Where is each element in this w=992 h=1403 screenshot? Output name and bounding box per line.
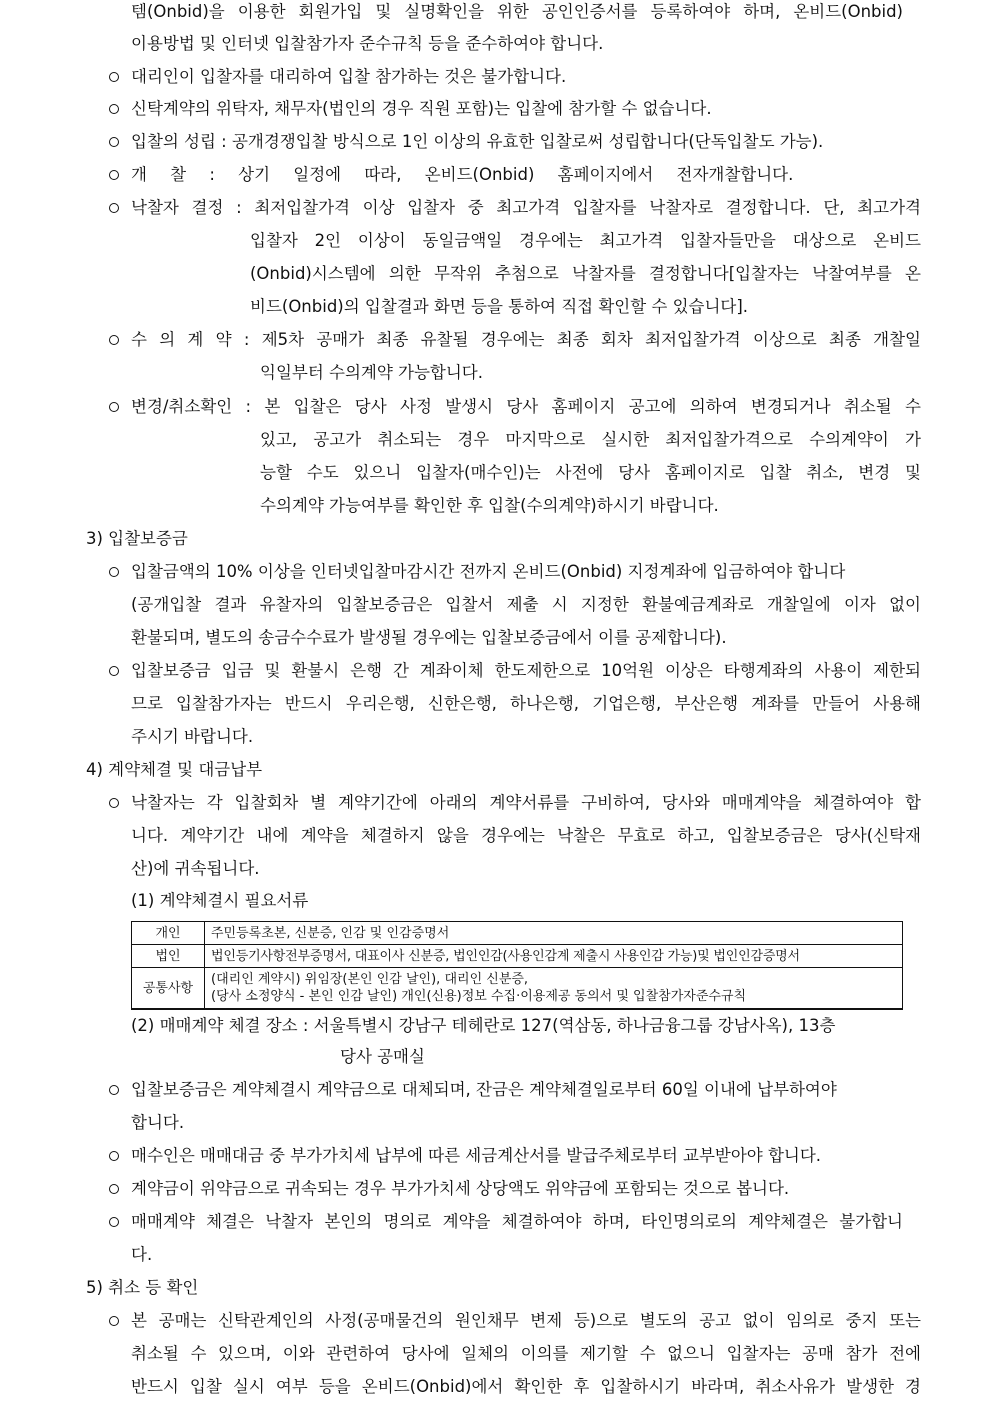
text-line: 익일부터 수의계약 가능합니다. [260,363,483,382]
bullet-icon [109,798,119,808]
bullet-icon [109,170,119,180]
row-label: 개인 [132,922,205,945]
row-label: 법인 [132,945,205,968]
text-line: 수의계약 가능여부를 확인한 후 입찰(수의계약)하시기 바랍니다. [260,496,719,515]
text-line: 입찰의 성립 : 공개경쟁입찰 방식으로 1인 이상의 유효한 입찰로써 성립합니다(단독입찰도 가능). [131,132,824,151]
bullet-icon [109,72,119,82]
text-line: 매수인은 매매대금 중 부가가치세 납부에 따른 세금계산서를 발급주체로부터 교부받아야 합니다. [131,1146,822,1165]
bullet-icon [109,402,119,412]
text-line: 비드(Onbid)의 입찰결과 화면 등을 통하여 직접 확인할 수 있습니다]. [250,297,749,316]
text-line: 산)에 귀속됩니다. [131,859,260,878]
table-row [132,922,903,945]
sub-heading: (1) 계약체결시 필요서류 [131,891,309,910]
text-line: 입찰금액의 10% 이상을 인터넷입찰마감시간 전까지 온비드(Onbid) 지정계좌에 입금하여야 합니다 [131,562,846,581]
row-text-cell [205,968,903,1009]
text-line: 신탁계약의 위탁자, 채무자(법인의 경우 직원 포함)는 입찰에 참가할 수 없습니다. [131,99,712,118]
text-line: 본 공매는 신탁관계인의 사정(공매물건의 원인채무 변제 등)으로 별도의 공고 없이 임의로 중지 또는 [131,1311,921,1330]
text-line: 계약금이 위약금으로 귀속되는 경우 부가가치세 상당액도 위약금에 포함되는 것으로 봅니다. [131,1179,790,1198]
text-line: 이용방법 및 인터넷 입찰참가자 준수규칙 등을 준수하여야 합니다. [131,34,604,53]
text-line: 있고, 공고가 취소되는 경우 마지막으로 실시한 최저입찰가격으로 수의계약이 가 [260,430,921,449]
text-line: 변경/취소확인 : 본 입찰은 당사 사정 발생시 당사 홈페이지 공고에 의하여 변경되거나 취소될 수 [131,397,921,416]
text-line: 템(Onbid)을 이용한 회원가입 및 실명확인을 위한 공인인증서를 등록하여야 하며, 온비드(Onbid) [131,2,903,21]
bullet-icon [109,567,119,577]
bullet-icon [109,1151,119,1161]
text-line: (공개입찰 결과 유찰자의 입찰보증금은 입찰서 제출 시 지정한 환불예금계좌로 개찰일에 이자 없이 [131,595,921,614]
text-line: 낙찰자는 각 입찰회차 별 계약기간에 아래의 계약서류를 구비하여, 당사와 매매계약을 체결하여야 합 [131,793,921,812]
text-line: 합니다. [131,1113,185,1132]
bullet-icon [109,1184,119,1194]
text-line: 다. [131,1245,153,1264]
text-line: (Onbid)시스템에 의한 무작위 추첨으로 낙찰자를 결정합니다[입찰자는 낙찰여부를 온 [250,264,921,283]
bullet-icon [109,1085,119,1095]
text-line: 므로 입찰참가자는 반드시 우리은행, 신한은행, 하나은행, 기업은행, 부산은행 계좌를 만들어 사용해 [131,694,921,713]
bullet-icon [109,1316,119,1326]
table-row [132,945,903,968]
text-line: 대리인이 입찰자를 대리하여 입찰 참가하는 것은 불가합니다. [131,67,567,86]
bullet-icon [109,1217,119,1227]
bullet-icon [109,104,119,114]
section-heading: 4) 계약체결 및 대금납부 [86,760,263,779]
section-heading: 3) 입찰보증금 [86,529,188,548]
text-line: 능할 수도 있으니 입찰자(매수인)는 사전에 당사 홈페이지로 입찰 취소, 변경 및 [260,463,921,482]
text-line: 매매계약 체결은 낙찰자 본인의 명의로 계약을 체결하여야 하며, 타인명의로의 계약체결은 불가합니 [131,1212,903,1231]
text-line: 취소될 수 있으며, 이와 관련하여 당사에 일체의 이의를 제기할 수 없으니 입찰자는 공매 참가 전에 [131,1344,921,1363]
section-heading: 5) 취소 등 확인 [86,1278,199,1297]
table-row [132,968,903,1009]
row-text: (대리인 계약시) 위임장(본인 인감 날인), 대리인 신분증, [211,972,529,987]
text-line: 반드시 입찰 실시 여부 등을 온비드(Onbid)에서 확인한 후 입찰하시기 바라며, 취소사유가 발생한 경 [131,1377,921,1396]
text-line: 당사 공매실 [340,1047,425,1066]
required-documents-table [131,921,903,1009]
text-line: 주시기 바랍니다. [131,727,254,746]
row-text: 법인등기사항전부증명서, 대표이사 신분증, 법인인감(사용인감계 제출시 사용인감 가능)및 법인인감증명서 [205,945,903,968]
row-text: (당사 소정양식 - 본인 인감 날인) 개인(신용)정보 수집·이용제공 동의서 및 입찰참가자준수규칙 [211,989,747,1004]
bullet-icon [109,335,119,345]
text-line: 개 찰 : 상기 일정에 따라, 온비드(Onbid) 홈페이지에서 전자개찰합니다. [131,165,794,184]
text-line: 수 의 계 약 : 제5차 공매가 최종 유찰될 경우에는 최종 회차 최저입찰가격 이상으로 최종 개찰일 [131,330,921,349]
row-label: 공통사항 [132,968,205,1009]
text-line: 니다. 계약기간 내에 계약을 체결하지 않을 경우에는 낙찰은 무효로 하고, 입찰보증금은 당사(신탁재 [131,826,921,845]
bullet-icon [109,203,119,213]
text-line: 낙찰자 결정 : 최저입찰가격 이상 입찰자 중 최고가격 입찰자를 낙찰자로 결정합니다. 단, 최고가격 [131,198,921,217]
bullet-icon [109,666,119,676]
text-line: (2) 매매계약 체결 장소 : 서울특별시 강남구 테헤란로 127(역삼동, 하나금융그룹 강남사옥), 13층 [131,1016,836,1035]
bullet-icon [109,137,119,147]
text-line: 환불되며, 별도의 송금수수료가 발생될 경우에는 입찰보증금에서 이를 공제합니다). [131,628,727,647]
text-line: 입찰보증금은 계약체결시 계약금으로 대체되며, 잔금은 계약체결일로부터 60일 이내에 납부하여야 [131,1080,837,1099]
text-line: 입찰보증금 입금 및 환불시 은행 간 계좌이체 한도제한으로 10억원 이상은 타행계좌의 사용이 제한되 [131,661,921,680]
row-text: 주민등록초본, 신분증, 인감 및 인감증명서 [205,922,903,945]
text-line: 입찰자 2인 이상이 동일금액일 경우에는 최고가격 입찰자들만을 대상으로 온비드 [250,231,921,250]
